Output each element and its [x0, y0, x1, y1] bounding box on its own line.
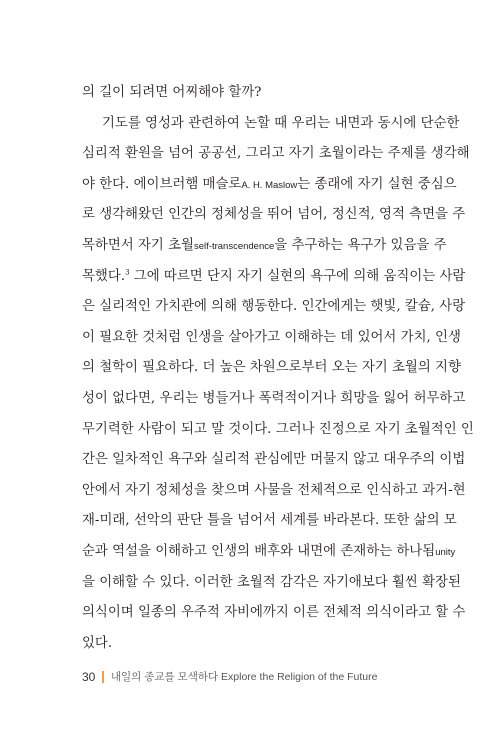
text-segment: 목하면서 자기 초월: [82, 237, 194, 253]
text-line: 성이 없다면, 우리는 병들거나 폭력적이거나 희망을 잃어 허무하고: [82, 390, 466, 406]
term-annotation: unity: [435, 546, 456, 558]
text-segment: 그에 따르면 단지 자기 실현의 욕구에 의해 움직이는 사람: [129, 268, 466, 284]
text-line: 안에서 자기 정체성을 찾으며 사물을 전체적으로 인식하고 과거-현: [82, 482, 466, 498]
text-line: [82, 231, 447, 262]
text-line: 재-미래, 선악의 판단 틀을 넘어서 세계를 바라본다. 또한 삶의 모: [82, 513, 457, 529]
page-number: 30: [82, 669, 96, 684]
running-title: 내일의 종교를 모색하다 Explore the Religion of the Future: [110, 671, 378, 683]
text-line: [82, 262, 466, 293]
text-segment: 순과 역설을 이해하고 인생의 배후와 내면에 존재하는 하나됨: [82, 543, 436, 559]
text-line: 의식이며 일종의 우주적 자비에까지 이른 전체적 의식이라고 할 수: [82, 605, 466, 621]
text-segment: 야 한다. 에이브러햄 매슬로: [82, 176, 242, 192]
text-line: 이 필요한 것처럼 인생을 살아가고 이해하는 데 있어서 가치, 인생: [82, 329, 461, 345]
text-line: 은 실리적인 가치관에 의해 행동한다. 인간에게는 햇빛, 칼슘, 사랑: [82, 299, 466, 315]
text-line: 로 생각해왔던 인간의 정체성을 뛰어 넘어, 정신적, 영적 측면을 주: [82, 207, 466, 223]
text-line: [82, 537, 456, 568]
text-line: 있다.: [82, 635, 113, 651]
name-annotation: A. H. Maslow: [241, 179, 298, 191]
text-line: 심리적 환원을 넘어 공공선, 그리고 자기 초월이라는 주제를 생각해: [82, 146, 470, 162]
footnote-marker: 3: [125, 268, 130, 277]
text-line: 간은 일차적인 욕구와 실리적 관심에만 머물지 않고 대우주의 이법: [82, 452, 466, 468]
text-segment: 을 추구하는 욕구가 있음을 주: [274, 237, 447, 253]
text-segment: 는 종래에 자기 실현 중심으: [297, 176, 457, 192]
text-segment: 목했다.: [82, 268, 126, 284]
footer-separator: [102, 671, 104, 683]
text-line: 을 이해할 수 있다. 이러한 초월적 감각은 자기애보다 훨씬 확장된: [82, 574, 461, 590]
text-line: 의 길이 되려면 어찌해야 할까?: [82, 85, 262, 100]
text-line: 의 철학이 필요하다. 더 높은 차원으로부터 오는 자기 초월의 지향: [82, 360, 461, 376]
text-line: 무기력한 사람이 되고 말 것이다. 그러나 진정으로 자기 초월적인 인: [82, 421, 474, 437]
body-text: [82, 78, 474, 659]
text-line: [82, 170, 457, 201]
term-annotation: self-transcendence: [194, 240, 275, 252]
text-line: 기도를 영성과 관련하여 논할 때 우리는 내면과 동시에 단순한: [102, 115, 460, 131]
page-footer: [82, 669, 377, 684]
